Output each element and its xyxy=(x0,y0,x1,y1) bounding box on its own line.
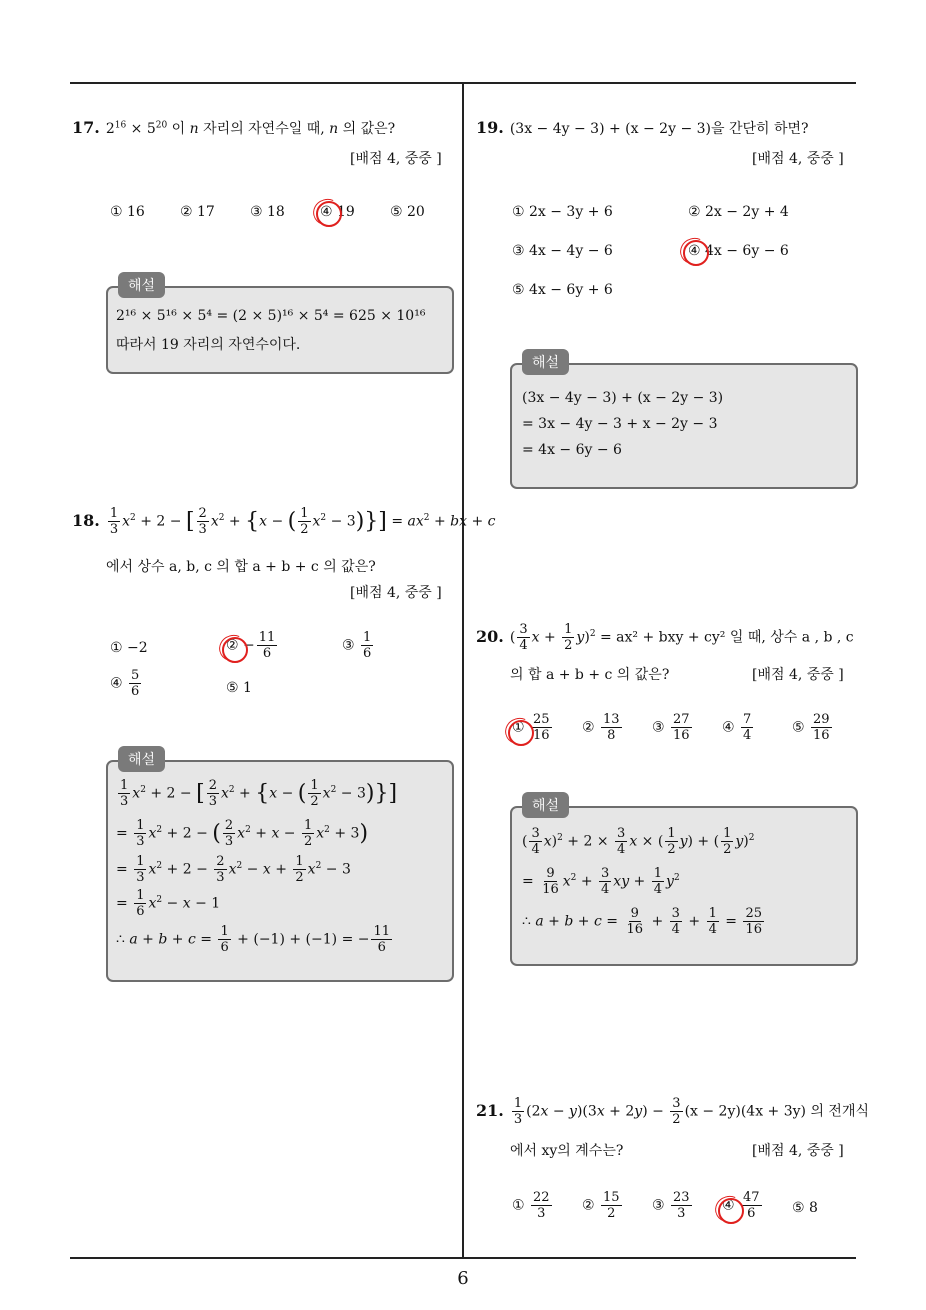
q17-solution-line2: 따라서 19 자리의 자연수이다. xyxy=(116,337,301,353)
q20-option-2[interactable]: ② $\frac{13}{8}$ xyxy=(582,712,620,743)
q21-meta: [배점 4, 중중 ] xyxy=(752,1143,844,1159)
q18-solution-tag: 해설 xyxy=(118,746,165,772)
q17-meta: [배점 4, 중중 ] xyxy=(350,151,442,167)
q17-option-1[interactable]: ① 16 xyxy=(110,204,145,220)
q17-solution-box xyxy=(106,286,454,374)
q18-solution-line1: $\frac{1}{3}$ $x^2 + 2$ − [ $\frac{2}{3}$ $x^2 + \{x$ − ( $\frac{1}{2}$ $x^2 - 3$)}] xyxy=(120,778,398,809)
q19-option-3[interactable]: ③ 4x − 4y − 6 xyxy=(512,243,613,259)
q18-solution-line4: = $\frac{1}{6}$ $x^2 - x - 1$ xyxy=(116,888,221,919)
q21-stem: 21. $\frac{1}{3}$ (2x − y)(3x + 2y) − $\frac{3}{2}$ (x − 2y)(4x + 3y) 의 전개식 xyxy=(476,1096,869,1127)
q19-solution-line3: = 4x − 6y − 6 xyxy=(522,442,622,458)
q21-option-4[interactable]: ④ $\frac{47}{6}$ xyxy=(722,1190,760,1221)
q21-option-5[interactable]: ⑤ 8 xyxy=(792,1200,818,1216)
page-number: 6 xyxy=(457,1268,469,1289)
column-divider xyxy=(462,84,464,1258)
q18-meta: [배점 4, 중중 ] xyxy=(350,585,442,601)
q17-option-4[interactable]: ④ 19 xyxy=(320,204,355,220)
q19-answer-mark xyxy=(683,240,709,266)
q20-solution-tag: 해설 xyxy=(522,792,569,818)
q17-solution-line1: 2¹⁶ × 5¹⁶ × 5⁴ = (2 × 5)¹⁶ × 5⁴ = 625 × 10¹⁶ xyxy=(116,308,426,324)
q19-stem: 19. (3x − 4y − 3) + (x − 2y − 3)을 간단히 하면? xyxy=(476,118,809,137)
q17-option-5[interactable]: ⑤ 20 xyxy=(390,204,425,220)
q20-option-3[interactable]: ③ $\frac{27}{16}$ xyxy=(652,712,690,743)
q17-answer-mark xyxy=(316,201,342,227)
q20-stem-line2: 의 합 a + b + c 의 값은? xyxy=(510,667,670,683)
q19-solution-line1: (3x − 4y − 3) + (x − 2y − 3) xyxy=(522,390,724,406)
q20-meta: [배점 4, 중중 ] xyxy=(752,667,844,683)
q20-solution-line2: = $\frac{9}{16}$ $x^2$ + $\frac{3}{4}$ xy + $\frac{1}{4}$ $y^2$ xyxy=(522,866,680,897)
q17-stem: 17. $2^{16} \times 5^{20}$ 이 n 자리의 자연수일 때, n 의 값은? xyxy=(72,118,396,137)
q18-answer-mark xyxy=(222,637,248,663)
q18-stem-line2: 에서 상수 a, b, c 의 합 a + b + c 의 값은? xyxy=(106,559,376,575)
q18-option-2[interactable]: ② − $\frac{11}{6}$ xyxy=(226,630,276,661)
q20-answer-mark xyxy=(508,720,534,746)
q18-option-1[interactable]: ① −2 xyxy=(110,640,148,656)
q19-option-1[interactable]: ① 2x − 3y + 6 xyxy=(512,204,613,220)
q19-option-2[interactable]: ② 2x − 2y + 4 xyxy=(688,204,789,220)
q19-solution-line2: = 3x − 4y − 3 + x − 2y − 3 xyxy=(522,416,718,432)
q20-option-1[interactable]: ① $\frac{25}{16}$ xyxy=(512,712,550,743)
q21-option-1[interactable]: ① $\frac{22}{3}$ xyxy=(512,1190,550,1221)
q18-option-5[interactable]: ⑤ 1 xyxy=(226,680,252,696)
q17-solution-tag: 해설 xyxy=(118,272,165,298)
q21-answer-mark xyxy=(718,1198,744,1224)
q17-option-3[interactable]: ③ 18 xyxy=(250,204,285,220)
q20-option-5[interactable]: ⑤ $\frac{29}{16}$ xyxy=(792,712,830,743)
q19-solution-tag: 해설 xyxy=(522,349,569,375)
q18-solution-line3: = $\frac{1}{3}$ $x^2 + 2$ − $\frac{2}{3}$ $x^2 - x$ + $\frac{1}{2}$ $x^2 - 3$ xyxy=(116,854,351,885)
q20-solution-line3: ∴ a + b + c = $\frac{9}{16}$ + $\frac{3}{4}$ + $\frac{1}{4}$ = $\frac{25}{16}$ xyxy=(522,906,763,937)
q21-option-2[interactable]: ② $\frac{15}{2}$ xyxy=(582,1190,620,1221)
q17-option-2[interactable]: ② 17 xyxy=(180,204,215,220)
q20-option-4[interactable]: ④ $\frac{7}{4}$ xyxy=(722,712,752,743)
q19-option-5[interactable]: ⑤ 4x − 6y + 6 xyxy=(512,282,613,298)
q18-solution-line2: = $\frac{1}{3}$ $x^2 + 2$ − ( $\frac{2}{3}$ $x^2 + x$ − $\frac{1}{2}$ $x^2 + 3$) xyxy=(116,818,369,849)
q21-option-3[interactable]: ③ $\frac{23}{3}$ xyxy=(652,1190,690,1221)
q18-solution-line5: ∴ a + b + c = $\frac{1}{6}$ + (−1) + (−1) = − $\frac{11}{6}$ xyxy=(116,924,391,955)
q19-option-4[interactable]: ④ 4x − 6y − 6 xyxy=(688,243,789,259)
q20-solution-line1: ( $\frac{3}{4}$ x)$^2$ + 2 × $\frac{3}{4}$ x × ( $\frac{1}{2}$ y) + ( $\frac{1}{2}$ y)$^2$ xyxy=(522,826,755,857)
q20-stem: 20. ( $\frac{3}{4}$ x + $\frac{1}{2}$ y)$^2$ = ax² + bxy + cy² 일 때, 상수 a , b , c xyxy=(476,622,854,653)
q21-stem-line2: 에서 xy의 계수는? xyxy=(510,1143,624,1159)
q18-stem: 18. $\frac{1}{3}$ $x^2 + 2$ − [ $\frac{2}{3}$ $x^2 + \{x$ − ( $\frac{1}{2}$ $x^2 - 3)\}] = ax^2$ + bx + c xyxy=(72,506,496,537)
q19-meta: [배점 4, 중중 ] xyxy=(752,151,844,167)
q18-option-3[interactable]: ③ $\frac{1}{6}$ xyxy=(342,630,372,661)
q18-option-4[interactable]: ④ $\frac{5}{6}$ xyxy=(110,668,140,699)
